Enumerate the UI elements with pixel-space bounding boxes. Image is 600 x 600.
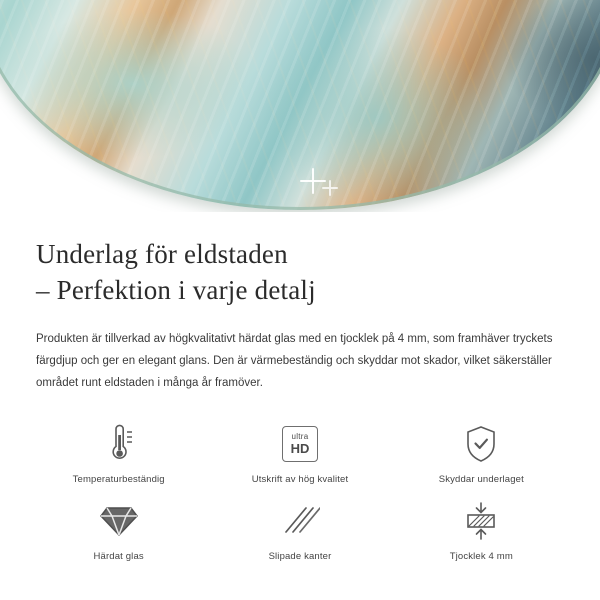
feature-label: Slipade kanter [268, 551, 332, 562]
headline-line-1: Underlag för eldstaden [36, 239, 288, 269]
feature-label: Temperaturbeständig [72, 474, 165, 485]
feature-grid [28, 422, 572, 562]
feature-polished-edges [209, 499, 390, 562]
diamond-icon [98, 499, 140, 543]
page-title [36, 236, 600, 308]
round-glass-marble-panel [0, 0, 600, 210]
feature-surface-protection [391, 422, 572, 485]
feature-temperature-resistant [28, 422, 209, 485]
product-description: Produkten är tillverkad av högkvalitativt härdat glas med en tjocklek på 4 mm, som framhäver tryckets färgdjup och ger en elegant glans. Den är värmebeständig och skyddar mot skador, vilket säkerställer området runt eldstaden i många år framöver. [36, 333, 553, 389]
feature-thickness [391, 499, 572, 562]
ultra-hd-badge-bottom: HD [290, 441, 310, 456]
feature-print-quality [209, 422, 390, 485]
content-block [0, 212, 600, 562]
headline-line-2: – Perfektion i varje detalj [36, 275, 316, 305]
polished-edges-icon [280, 499, 320, 543]
ultra-hd-icon [282, 422, 318, 466]
feature-tempered-glass [28, 499, 209, 562]
thermometer-icon [99, 422, 139, 466]
ultra-hd-badge-top: ultra [291, 432, 309, 441]
shield-check-icon [462, 422, 500, 466]
thickness-arrows-icon [459, 499, 503, 543]
feature-label: Tjocklek 4 mm [449, 551, 513, 562]
feature-label: Härdat glas [93, 551, 144, 562]
feature-label: Skyddar underlaget [438, 474, 524, 485]
feature-label: Utskrift av hög kvalitet [251, 474, 349, 485]
hero-image [0, 0, 600, 212]
